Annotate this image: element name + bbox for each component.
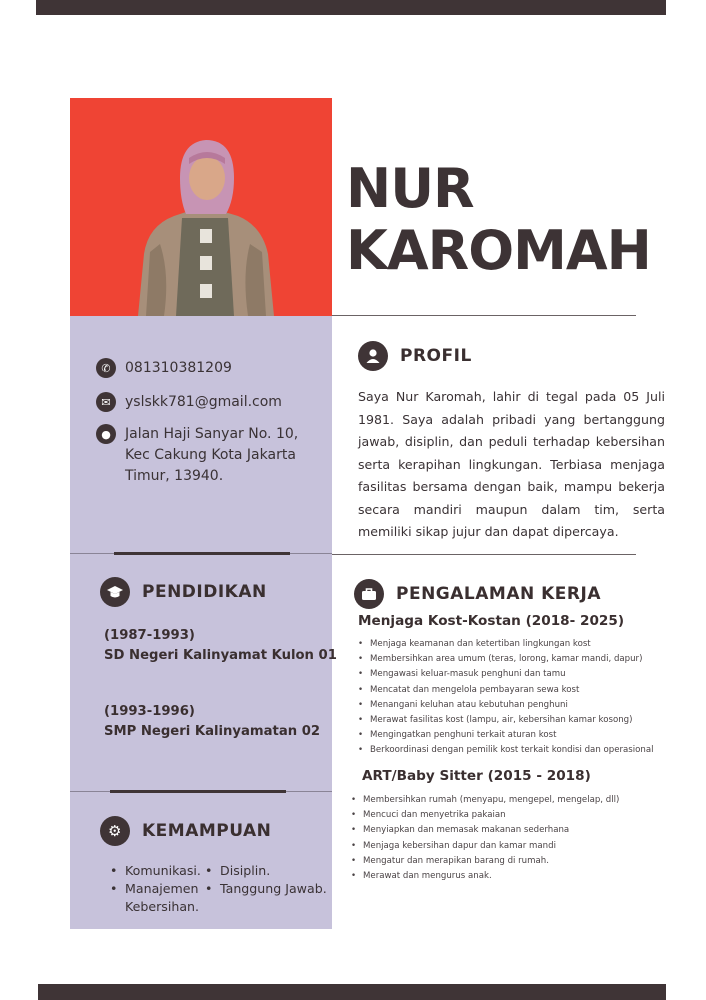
- sidebar-divider-1: [114, 552, 290, 555]
- skill-item: Komunikasi.: [125, 863, 201, 878]
- education-school: SD Negeri Kalinyamat Kulon 01: [104, 648, 337, 663]
- job-duties: [351, 793, 619, 884]
- contact-phone: [96, 358, 232, 379]
- header-divider: [332, 315, 636, 316]
- briefcase-icon: [354, 579, 384, 609]
- location-icon: ●: [96, 424, 116, 444]
- skills-title: KEMAMPUAN: [142, 821, 272, 841]
- duty-item: • Merawat fasilitas kost (lampu, air, kebersihan kamar kosong): [358, 713, 654, 728]
- user-icon: [358, 341, 388, 371]
- email-text: yslskk781@gmail.com: [125, 394, 282, 410]
- experience-title: PENGALAMAN KERJA: [396, 584, 601, 604]
- profile-heading: [358, 341, 472, 371]
- duty-item: • Mencatat dan mengelola pembayaran sewa kost: [358, 683, 654, 698]
- experience-heading: [354, 579, 601, 609]
- skills-list: • Komunikasi. • Disiplin. • Manajemen • Tanggung Jawab. Kebersihan.: [110, 863, 327, 914]
- duty-item: • Menangani keluhan atau kebutuhan penghuni: [358, 698, 654, 713]
- job-duties: [358, 637, 654, 759]
- profile-text: Saya Nur Karomah, lahir di tegal pada 05 Juli 1981. Saya adalah pribadi yang bertanggung jawab, disiplin, dan peduli terhadap kebersihan serta kerapihan lingkungan. Terbiasa menjaga fasilitas bersama dengan baik, mampu bekerja secara mandiri maupun dalam tim, serta memiliki sikap jujur dan dapat dipercaya.: [358, 389, 665, 539]
- education-years: (1987-1993): [104, 628, 195, 643]
- education-school: SMP Negeri Kalinyamatan 02: [104, 724, 321, 739]
- duty-item: • Berkoordinasi dengan pemilik kost terkait kondisi dan operasional: [358, 743, 654, 758]
- duty-item: • Membersihkan area umum (teras, lorong, kamar mandi, dapur): [358, 652, 654, 667]
- address-text: [125, 424, 298, 487]
- contact-address: [96, 424, 298, 487]
- skill-item: Kebersihan.: [125, 899, 200, 914]
- duty-item: • Mengawasi keluar-masuk penghuni dan tamu: [358, 667, 654, 682]
- email-icon: ✉: [96, 392, 116, 412]
- skills-heading: [100, 816, 271, 846]
- education-item-2: [104, 702, 320, 742]
- sidebar-divider-2: [110, 790, 286, 793]
- profile-title: PROFIL: [400, 346, 472, 366]
- name-line-1: NUR: [346, 157, 474, 220]
- top-bar: [36, 0, 666, 15]
- full-name: [346, 158, 651, 282]
- photo-panel: [70, 98, 332, 316]
- job-title: ART/Baby Sitter (2015 - 2018): [362, 768, 591, 784]
- duty-item: • Menjaga kebersihan dapur dan kamar mandi: [351, 839, 619, 854]
- duty-item: • Mengatur dan merapikan barang di rumah.: [351, 854, 619, 869]
- skill-item: Tanggung Jawab.: [220, 881, 327, 896]
- gear-icon: ⚙: [100, 816, 130, 846]
- education-years: (1993-1996): [104, 704, 195, 719]
- education-heading: [100, 577, 267, 607]
- address-line-1: Jalan Haji Sanyar No. 10,: [125, 426, 299, 442]
- name-line-2: KAROMAH: [346, 219, 651, 282]
- profile-photo: [130, 134, 280, 316]
- duty-item: • Merawat dan mengurus anak.: [351, 869, 619, 884]
- bottom-bar: [38, 984, 666, 1000]
- profile-divider: [332, 554, 636, 555]
- education-title: PENDIDIKAN: [142, 582, 267, 602]
- skill-item: Manajemen: [125, 881, 199, 896]
- graduation-cap-icon: [100, 577, 130, 607]
- duty-item: • Membersihkan rumah (menyapu, mengepel, mengelap, dll): [351, 793, 619, 808]
- address-line-2: Kec Cakung Kota Jakarta: [125, 447, 296, 463]
- job-title: Menjaga Kost-Kostan (2018- 2025): [358, 613, 625, 629]
- education-item-1: [104, 626, 337, 666]
- duty-item: • Mencuci dan menyetrika pakaian: [351, 808, 619, 823]
- duty-item: • Menjaga keamanan dan ketertiban lingkungan kost: [358, 637, 654, 652]
- address-line-3: Timur, 13940.: [125, 468, 224, 484]
- phone-icon: ✆: [96, 358, 116, 378]
- duty-item: • Mengingatkan penghuni terkait aturan kost: [358, 728, 654, 743]
- skill-item: Disiplin.: [220, 863, 271, 878]
- contact-email: [96, 392, 282, 413]
- phone-text: 081310381209: [125, 360, 232, 376]
- duty-item: • Menyiapkan dan memasak makanan sederhana: [351, 823, 619, 838]
